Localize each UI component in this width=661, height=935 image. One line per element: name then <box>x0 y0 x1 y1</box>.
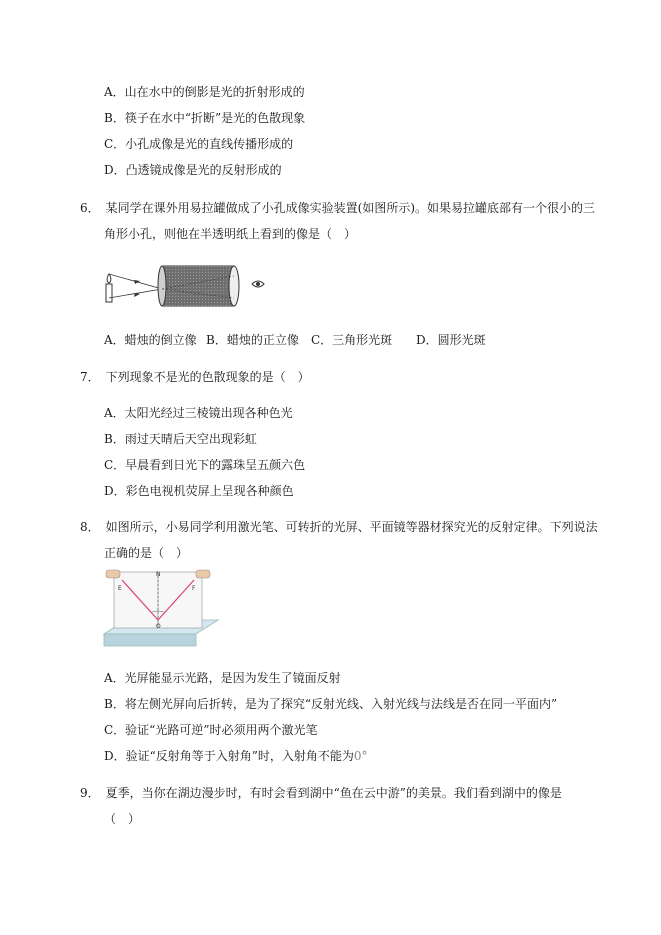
q6-stem-line1: 6． 某同学在课外用易拉罐做成了小孔成像实验装置(如图所示)。如果易拉罐底部有一个很小的三 <box>80 201 596 215</box>
q8-option-d <box>104 748 368 764</box>
q7-option-a: A．太阳光经过三棱镜出现各种色光 <box>104 406 293 420</box>
q8-option-a: A．光屏能显示光路，是因为发生了镜面反射 <box>104 671 341 685</box>
reflection-experiment-figure <box>100 568 220 650</box>
q8-option-d-text: D．验证“反射角等于入射角”时，入射角不能为 <box>104 749 354 763</box>
q8-stem-line2: 正确的是（ ） <box>104 546 189 560</box>
can-bottom <box>158 266 166 306</box>
q9-stem-line1: 9． 夏季，当你在湖边漫步时，有时会看到湖中“鱼在云中游”的美景。我们看到湖中的像是 <box>80 786 562 800</box>
q6-option-a: A．蜡烛的倒立像 <box>104 333 197 347</box>
pinhole-camera-figure <box>100 260 270 310</box>
q7-option-c: C．早晨看到日光下的露珠呈五颜六色 <box>104 458 306 472</box>
laser-pen-icon <box>106 570 120 578</box>
q6-option-d: D．圆形光斑 <box>416 333 486 347</box>
q8-option-c: C．验证“光路可逆”时必须用两个激光笔 <box>104 723 318 737</box>
q6-stem-line2: 角形小孔，则他在半透明纸上看到的像是（ ） <box>104 227 357 241</box>
q5-option-b: B．筷子在水中“折断”是光的色散现象 <box>104 111 306 125</box>
q5-option-c: C．小孔成像是光的直线传播形成的 <box>104 137 294 151</box>
hand-icon <box>196 570 210 578</box>
translucent-screen <box>229 266 239 306</box>
q5-option-a: A．山在水中的倒影是光的折射形成的 <box>104 85 305 99</box>
q7-option-b: B．雨过天晴后天空出现彩虹 <box>104 432 257 446</box>
q9-stem-line2: （ ） <box>104 812 141 826</box>
screen-e <box>114 572 158 628</box>
label-f: F <box>192 585 196 592</box>
flame-icon <box>107 274 111 283</box>
label-e: E <box>118 585 122 592</box>
q6-option-c: C．三角形光斑 <box>311 333 393 347</box>
q6-option-b: B．蜡烛的正立像 <box>206 333 299 347</box>
q8-stem-line1: 8． 如图所示，小易同学利用激光笔、可转折的光屏、平面镜等器材探究光的反射定律。下列说法 <box>80 520 598 534</box>
q5-option-d: D．凸透镜成像是光的反射形成的 <box>104 163 282 177</box>
zero-degree-value: 0° <box>353 749 368 763</box>
q7-option-d: D．彩色电视机荧屏上呈现各种颜色 <box>104 484 294 498</box>
q7-stem: 7． 下列现象不是光的色散现象的是（ ） <box>80 370 310 384</box>
candle-icon <box>106 284 112 302</box>
q8-option-b: B．将左侧光屏向后折转，是为了探究“反射光线、入射光线与法线是否在同一平面内” <box>104 697 558 711</box>
label-o: O <box>156 623 161 630</box>
screen-f <box>158 572 202 628</box>
label-n: N <box>156 571 161 578</box>
